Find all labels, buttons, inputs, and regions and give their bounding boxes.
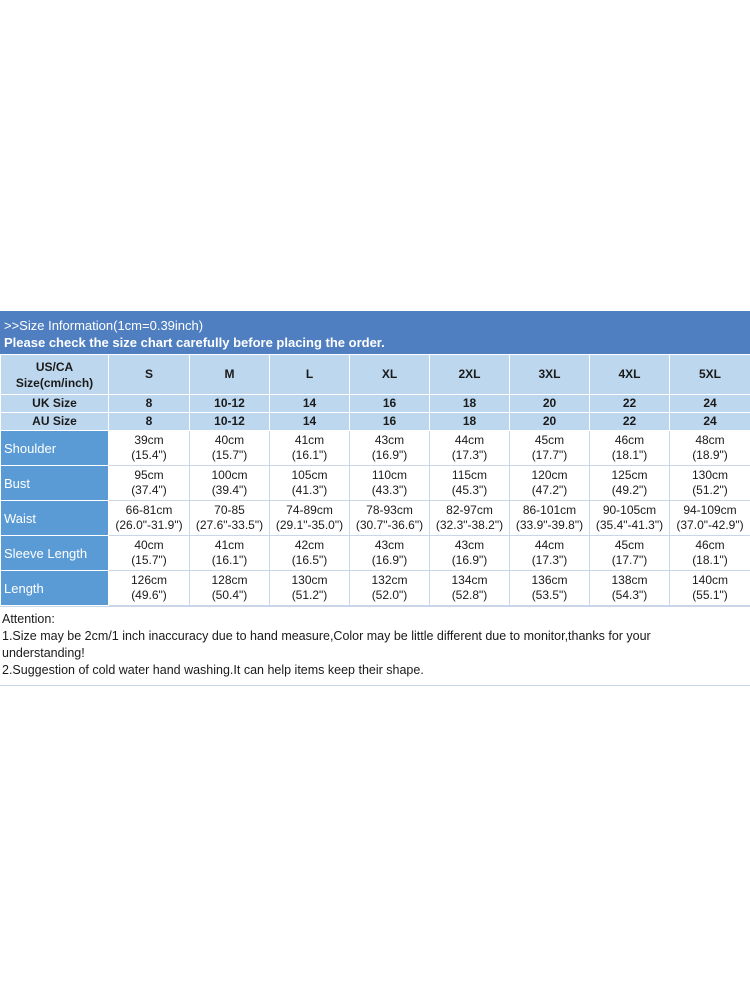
inch-value: (16.1"): [291, 448, 328, 462]
uk-size-cell: 20: [510, 395, 590, 413]
inch-value: (16.9"): [371, 553, 408, 567]
cm-value: 82-97cm: [446, 503, 493, 517]
measurement-row: [1, 431, 750, 466]
cm-value: 138cm: [611, 573, 648, 587]
measurement-row: [1, 501, 750, 536]
us-size-cell: 4XL: [590, 355, 670, 395]
au-size-cell: 24: [670, 413, 750, 431]
measurement-cell: [270, 571, 350, 606]
measurement-cell: [670, 466, 750, 501]
measurement-cell: [190, 466, 270, 501]
measurement-label: Waist: [1, 501, 109, 536]
measurement-cell: [270, 466, 350, 501]
measurement-cell: [590, 571, 670, 606]
measurement-cell: [590, 536, 670, 571]
size-info-banner: [0, 311, 750, 354]
inch-value: (39.4"): [211, 483, 248, 497]
uk-size-cell: 8: [109, 395, 190, 413]
cm-value: 126cm: [130, 573, 168, 587]
inch-value: (50.4"): [211, 588, 248, 602]
inch-value: (33.9"-39.8"): [515, 518, 584, 532]
measurement-cell: [190, 431, 270, 466]
cm-value: 41cm: [294, 433, 325, 447]
us-size-cell: 5XL: [670, 355, 750, 395]
cm-value: 128cm: [211, 573, 248, 587]
measurement-cell: [670, 536, 750, 571]
measurement-label: Bust: [1, 466, 109, 501]
measurement-cell: [109, 536, 190, 571]
au-size-label: AU Size: [1, 413, 109, 431]
au-size-cell: 20: [510, 413, 590, 431]
inch-value: (37.4"): [131, 483, 167, 497]
attention-notes: [0, 606, 750, 686]
cm-value: 95cm: [134, 468, 164, 482]
au-size-cell: 14: [270, 413, 350, 431]
inch-value: (16.5"): [291, 553, 328, 567]
inch-value: (52.0"): [371, 588, 408, 602]
cm-value: 44cm: [454, 433, 485, 447]
cm-value: 134cm: [451, 573, 488, 587]
attention-title: Attention:: [2, 612, 55, 626]
inch-value: (32.3"-38.2"): [435, 518, 504, 532]
measurement-cell: [510, 466, 590, 501]
size-chart: [0, 311, 750, 686]
us-size-cell: M: [190, 355, 270, 395]
measurement-row: [1, 536, 750, 571]
us-ca-label: US/CA: [35, 359, 74, 374]
inch-value: (51.2"): [291, 588, 328, 602]
measurement-cell: [270, 431, 350, 466]
uk-size-cell: 16: [350, 395, 430, 413]
cm-value: 136cm: [531, 573, 568, 587]
au-size-cell: 16: [350, 413, 430, 431]
cm-value: 105cm: [291, 468, 328, 482]
us-size-cell: 3XL: [510, 355, 590, 395]
us-size-row: [1, 355, 750, 395]
cm-value: 110cm: [371, 468, 408, 482]
size-info-title: >>Size Information(1cm=0.39inch): [4, 318, 204, 333]
cm-value: 45cm: [614, 538, 645, 552]
cm-value: 130cm: [291, 573, 328, 587]
cm-value: 46cm: [695, 538, 725, 552]
measurement-cell: [270, 501, 350, 536]
measurement-cell: [590, 466, 670, 501]
measurement-cell: [510, 431, 590, 466]
inch-value: (55.1"): [692, 588, 728, 602]
measurement-cell: [270, 536, 350, 571]
inch-value: (15.4"): [131, 448, 167, 462]
measurement-cell: [109, 501, 190, 536]
inch-value: (49.6"): [131, 588, 167, 602]
measurement-cell: [430, 431, 510, 466]
measurement-cell: [590, 431, 670, 466]
inch-value: (47.2"): [531, 483, 568, 497]
us-size-cell: L: [270, 355, 350, 395]
inch-value: (27.6"-33.5"): [195, 518, 264, 532]
cm-value: 90-105cm: [602, 503, 657, 517]
inch-value: (51.2"): [692, 483, 728, 497]
cm-value: 125cm: [611, 468, 648, 482]
inch-value: (41.3"): [291, 483, 328, 497]
inch-value: (17.3"): [451, 448, 488, 462]
cm-value: 44cm: [534, 538, 565, 552]
measurement-cell: [190, 536, 270, 571]
measurement-cell: [190, 571, 270, 606]
au-size-cell: 22: [590, 413, 670, 431]
size-table: [0, 354, 750, 606]
measurement-cell: [109, 466, 190, 501]
uk-size-cell: 14: [270, 395, 350, 413]
cm-value: 43cm: [374, 538, 405, 552]
cm-value: 70-85: [214, 503, 245, 517]
inch-value: (16.1"): [211, 553, 248, 567]
measurement-cell: [510, 571, 590, 606]
cm-value: 46cm: [614, 433, 645, 447]
measurement-row: [1, 466, 750, 501]
uk-size-label: UK Size: [1, 395, 109, 413]
measurement-cell: [510, 501, 590, 536]
inch-value: (17.7"): [531, 448, 568, 462]
cm-value: 45cm: [534, 433, 565, 447]
inch-value: (37.0"-42.9"): [676, 518, 744, 532]
measurement-cell: [670, 571, 750, 606]
cm-value: 48cm: [695, 433, 725, 447]
uk-size-cell: 10-12: [190, 395, 270, 413]
inch-value: (29.1"-35.0"): [275, 518, 344, 532]
measurement-cell: [430, 501, 510, 536]
inch-value: (16.9"): [451, 553, 488, 567]
au-size-cell: 10-12: [190, 413, 270, 431]
uk-size-cell: 22: [590, 395, 670, 413]
measurement-row: [1, 571, 750, 606]
inch-value: (43.3"): [371, 483, 408, 497]
cm-value: 86-101cm: [522, 503, 577, 517]
measurement-cell: [350, 571, 430, 606]
cm-value: 132cm: [371, 573, 408, 587]
measurement-cell: [350, 536, 430, 571]
inch-value: (18.1"): [611, 448, 648, 462]
au-size-row: [1, 413, 750, 431]
measurement-cell: [430, 571, 510, 606]
us-size-cell: XL: [350, 355, 430, 395]
inch-value: (54.3"): [611, 588, 648, 602]
cm-value: 78-93cm: [366, 503, 413, 517]
cm-value: 66-81cm: [125, 503, 173, 517]
cm-value: 39cm: [134, 433, 164, 447]
measurement-cell: [350, 431, 430, 466]
measurement-cell: [109, 571, 190, 606]
inch-value: (15.7"): [211, 448, 248, 462]
inch-value: (52.8"): [451, 588, 488, 602]
cm-value: 43cm: [454, 538, 485, 552]
measurement-label: Sleeve Length: [1, 536, 109, 571]
measurement-cell: [430, 466, 510, 501]
cm-value: 120cm: [531, 468, 568, 482]
cm-value: 130cm: [691, 468, 729, 482]
inch-value: (18.9"): [692, 448, 728, 462]
inch-value: (15.7"): [131, 553, 167, 567]
cm-value: 41cm: [214, 538, 245, 552]
measurement-cell: [109, 431, 190, 466]
inch-value: (45.3"): [451, 483, 488, 497]
cm-value: 40cm: [214, 433, 245, 447]
inch-value: (35.4"-41.3"): [595, 518, 664, 532]
cm-value: 43cm: [374, 433, 405, 447]
inch-value: (18.1"): [692, 553, 728, 567]
us-size-label: [1, 355, 109, 395]
note-1-continued: understanding!: [2, 646, 85, 660]
inch-value: (17.7"): [611, 553, 648, 567]
inch-value: (17.3"): [531, 553, 568, 567]
measurement-label: Shoulder: [1, 431, 109, 466]
measurement-cell: [670, 501, 750, 536]
inch-value: (30.7"-36.6"): [355, 518, 424, 532]
cm-value: 115cm: [451, 468, 488, 482]
note-1: 1.Size may be 2cm/1 inch inaccuracy due to hand measure,Color may be little different due to monitor,thanks for your: [2, 629, 651, 643]
cm-value: 140cm: [691, 573, 729, 587]
cm-value: 74-89cm: [286, 503, 333, 517]
au-size-cell: 8: [109, 413, 190, 431]
measurement-cell: [430, 536, 510, 571]
cm-value: 100cm: [211, 468, 248, 482]
inch-value: (49.2"): [611, 483, 648, 497]
uk-size-cell: 24: [670, 395, 750, 413]
measurement-cell: [590, 501, 670, 536]
measurement-cell: [510, 536, 590, 571]
measurement-cell: [350, 501, 430, 536]
uk-size-row: [1, 395, 750, 413]
size-unit-label: Size(cm/inch): [15, 375, 94, 390]
inch-value: (53.5"): [531, 588, 568, 602]
size-info-instruction: Please check the size chart carefully before placing the order.: [4, 335, 385, 350]
measurement-cell: [670, 431, 750, 466]
measurement-cell: [190, 501, 270, 536]
cm-value: 40cm: [134, 538, 164, 552]
au-size-cell: 18: [430, 413, 510, 431]
note-2: 2.Suggestion of cold water hand washing.It can help items keep their shape.: [2, 663, 424, 677]
us-size-cell: 2XL: [430, 355, 510, 395]
inch-value: (26.0"-31.9"): [115, 518, 183, 532]
us-size-cell: S: [109, 355, 190, 395]
cm-value: 94-109cm: [683, 503, 737, 517]
uk-size-cell: 18: [430, 395, 510, 413]
measurement-label: Length: [1, 571, 109, 606]
measurement-cell: [350, 466, 430, 501]
cm-value: 42cm: [294, 538, 325, 552]
inch-value: (16.9"): [371, 448, 408, 462]
